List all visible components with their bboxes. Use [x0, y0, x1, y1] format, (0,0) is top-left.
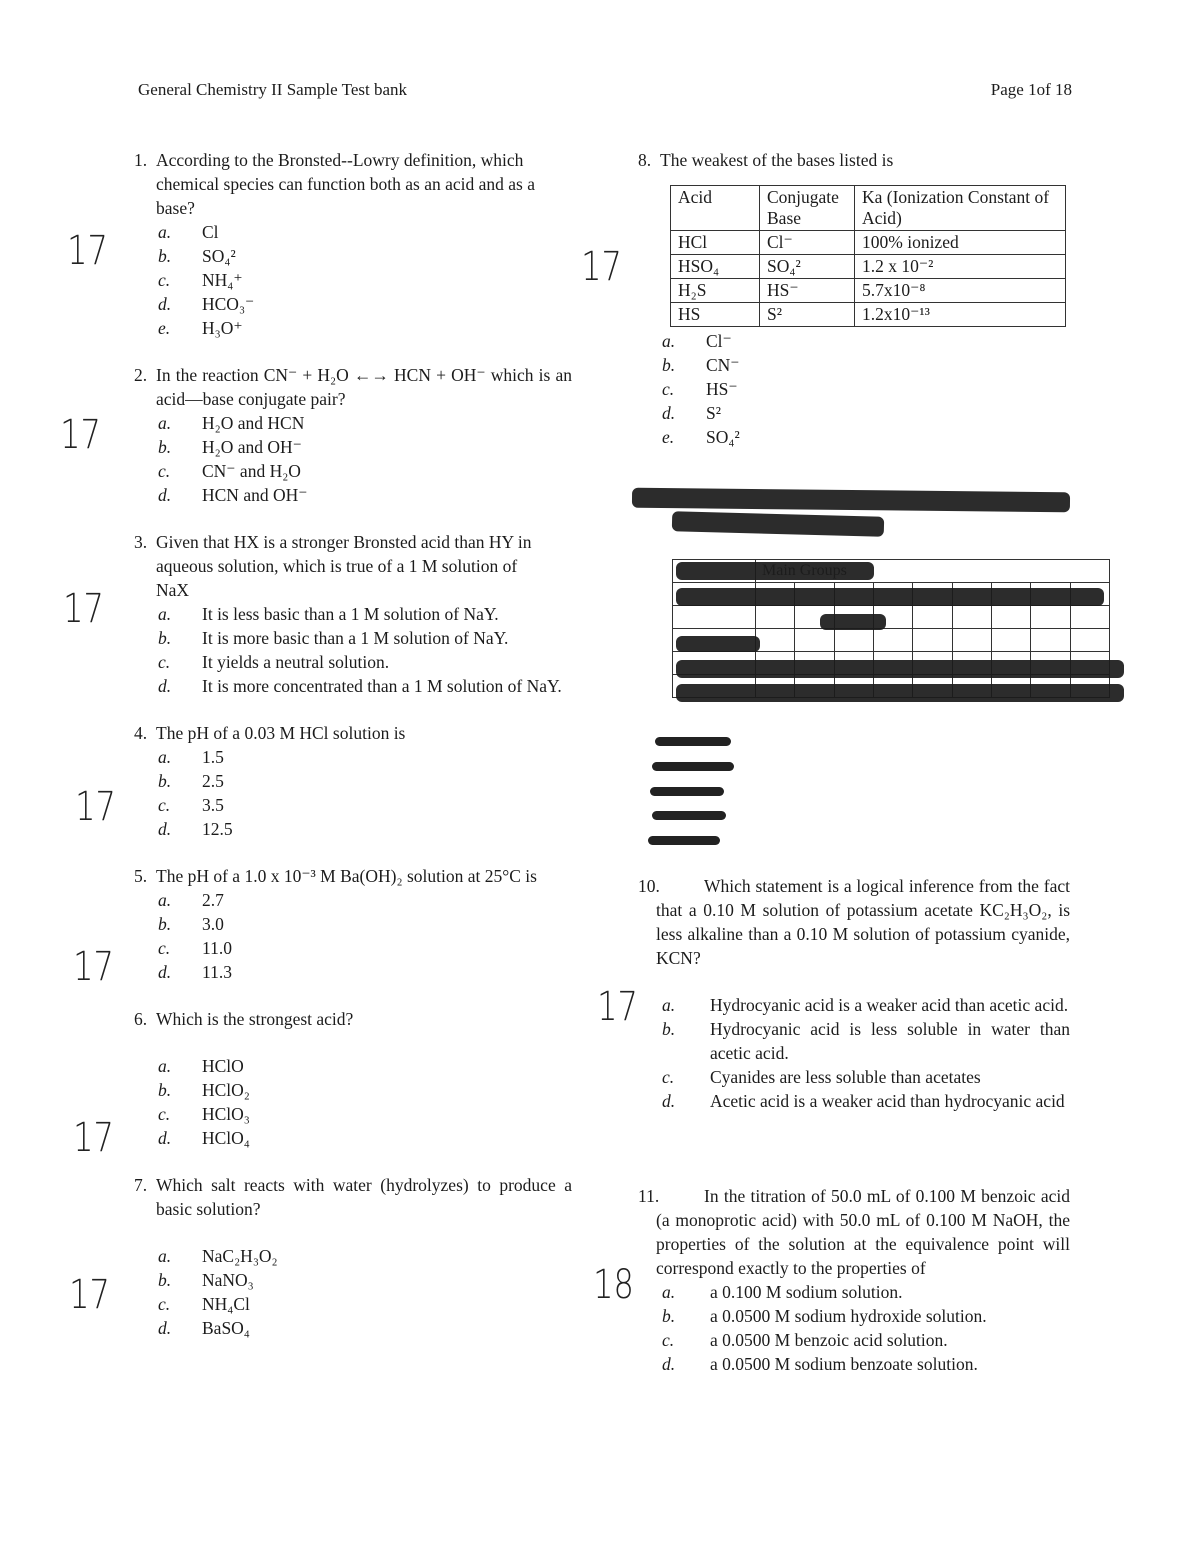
question-2: [134, 363, 572, 507]
question-number: 3.: [134, 532, 148, 552]
question-number: 1.: [134, 150, 148, 170]
option: a. HClO: [158, 1056, 244, 1076]
redacted-table-row: [820, 614, 886, 630]
redacted-option: [652, 762, 734, 771]
question-number: 10.: [638, 876, 660, 896]
question-5: [134, 864, 572, 984]
option: b. a 0.0500 M sodium hydroxide solution.: [662, 1306, 987, 1326]
redacted-option: [655, 737, 731, 746]
question-number: 6.: [134, 1009, 148, 1029]
question-text: Which is the strongest acid?: [156, 1009, 354, 1029]
option: b. HClO₂: [158, 1080, 250, 1100]
question-4: [134, 721, 572, 841]
table-header: Conjugate Base: [760, 186, 855, 231]
question-text: The pH of a 0.03 M HCl solution is: [156, 723, 406, 743]
margin-mark: 17: [60, 412, 101, 458]
question-number: 7.: [134, 1175, 148, 1195]
redacted-table-row: [676, 562, 874, 580]
option: d. It is more concentrated than a 1 M solution of NaY.: [158, 676, 562, 696]
option: b. SO₄²: [158, 246, 236, 266]
option: a. 2.7: [158, 890, 224, 910]
option: d. Acetic acid is a weaker acid than hydrocyanic acid: [662, 1091, 1065, 1111]
option: c. 11.0: [158, 938, 232, 958]
margin-mark: 17: [73, 1115, 114, 1161]
redacted-question-9-line: [632, 488, 1070, 513]
option: d. 11.3: [158, 962, 232, 982]
question-number: 5.: [134, 866, 148, 886]
question-text: According to the Bronsted--Lowry definition, which chemical species can function both as an acid and as a base?: [156, 150, 536, 218]
question-number: 4.: [134, 723, 148, 743]
header-left: General Chemistry II Sample Test bank: [138, 80, 408, 99]
redacted-option: [650, 787, 724, 796]
option: a. Hydrocyanic acid is a weaker acid than acetic acid.: [662, 995, 1069, 1015]
option: d. HCN and OH⁻: [158, 485, 308, 505]
option: b. 3.0: [158, 914, 224, 934]
question-text: In the reaction CN⁻ + H₂O ←→ HCN + OH⁻ which is an acid—base conjugate pair?: [156, 365, 572, 409]
option: c. It yields a neutral solution.: [158, 652, 390, 672]
option: b. H₂O and OH⁻: [158, 437, 302, 457]
option: d. HCO₃⁻: [158, 294, 255, 314]
margin-mark: 17: [63, 586, 104, 632]
left-column: [134, 148, 572, 1363]
question-7: [134, 1173, 572, 1340]
option: e. SO₄²: [662, 427, 740, 447]
redacted-table-row: [676, 660, 1124, 678]
margin-mark: 17: [597, 984, 638, 1030]
question-text: Given that HX is a stronger Bronsted acid than HY in aqueous solution, which is true of a 1 M solution of NaX: [156, 532, 532, 600]
option: c. Cyanides are less soluble than acetates: [662, 1067, 981, 1087]
option: b. It is more basic than a 1 M solution of NaY.: [158, 628, 509, 648]
option: a. It is less basic than a 1 M solution of NaY.: [158, 604, 499, 624]
question-1: [134, 148, 572, 340]
question-number: 2.: [134, 365, 148, 385]
margin-mark: 17: [69, 1272, 110, 1318]
option: a. a 0.100 M sodium solution.: [662, 1282, 903, 1302]
margin-mark: 17: [73, 944, 114, 990]
option: d. BaSO₄: [158, 1318, 250, 1338]
option: c. NH₄⁺: [158, 270, 243, 290]
redacted-table-row: [676, 636, 760, 652]
question-10-body: [656, 874, 1070, 1113]
option: c. a 0.0500 M benzoic acid solution.: [662, 1330, 948, 1350]
table-header: Acid: [671, 186, 760, 231]
option: e. H₃O⁺: [158, 318, 243, 338]
option: b. Hydrocyanic acid is less soluble in water than acetic acid.: [662, 1019, 1070, 1063]
question-11: [656, 1184, 1070, 1376]
table-row: HS S² 1.2x10⁻¹³: [671, 303, 1066, 327]
option: d. S²: [662, 403, 721, 423]
question-8: [638, 148, 1078, 449]
table-row: HSO₄ SO₄² 1.2 x 10⁻²: [671, 255, 1066, 279]
question-number: 8.: [638, 150, 652, 170]
option: b. NaNO₃: [158, 1270, 254, 1290]
table-row: HCl Cl⁻ 100% ionized: [671, 231, 1066, 255]
margin-mark: 18: [593, 1262, 634, 1308]
redacted-option: [648, 836, 720, 845]
option: a. 1.5: [158, 747, 224, 767]
question-number: 11.: [638, 1186, 660, 1206]
option: d. a 0.0500 M sodium benzoate solution.: [662, 1354, 978, 1374]
option: c. HClO₃: [158, 1104, 250, 1124]
redacted-table-row: [676, 588, 1104, 606]
option: b. CN⁻: [662, 355, 740, 375]
margin-mark: 17: [581, 244, 622, 290]
redacted-question-9-line: [672, 511, 884, 537]
option: a. Cl⁻: [662, 331, 732, 351]
option: d. 12.5: [158, 819, 233, 839]
redacted-option: [652, 811, 726, 820]
question-text: The pH of a 1.0 x 10⁻³ M Ba(OH)₂ solution at 25°C is: [156, 866, 537, 886]
question-text: The weakest of the bases listed is: [660, 150, 894, 170]
ka-table: [670, 185, 1066, 327]
question-6: [134, 1007, 572, 1150]
question-text: In the titration of 50.0 mL of 0.100 M benzoic acid (a monoprotic acid) with 50.0 mL of 0.100 M NaOH, the properties of the solution at the equivalence point will correspond exactly to the properties of: [656, 1186, 1070, 1278]
option: d. HClO₄: [158, 1128, 250, 1148]
question-text: Which statement is a logical inference from the fact that a 0.10 M solution of potassium acetate KC₂H₃O₂, is less alkaline than a 0.10 M solution of potassium cyanide, KCN?: [656, 876, 1070, 968]
table-header: Ka (Ionization Constant of Acid): [855, 186, 1066, 231]
margin-mark: 17: [67, 228, 108, 274]
table-row: H₂S HS⁻ 5.7x10⁻⁸: [671, 279, 1066, 303]
option: a. NaC₂H₃O₂: [158, 1246, 278, 1266]
option: a. H₂O and HCN: [158, 413, 305, 433]
margin-mark: 17: [75, 784, 116, 830]
question-3: [134, 530, 572, 698]
option: a. Cl: [158, 222, 219, 242]
option: c. HS⁻: [662, 379, 738, 399]
option: b. 2.5: [158, 771, 224, 791]
question-text: Which salt reacts with water (hydrolyzes) to produce a basic solution?: [156, 1175, 572, 1219]
option: c. 3.5: [158, 795, 224, 815]
redacted-table-row: [676, 684, 1124, 702]
header-page-number: Page 1of 18: [990, 80, 1072, 99]
option: c. NH₄Cl: [158, 1294, 250, 1314]
option: c. CN⁻ and H₂O: [158, 461, 301, 481]
